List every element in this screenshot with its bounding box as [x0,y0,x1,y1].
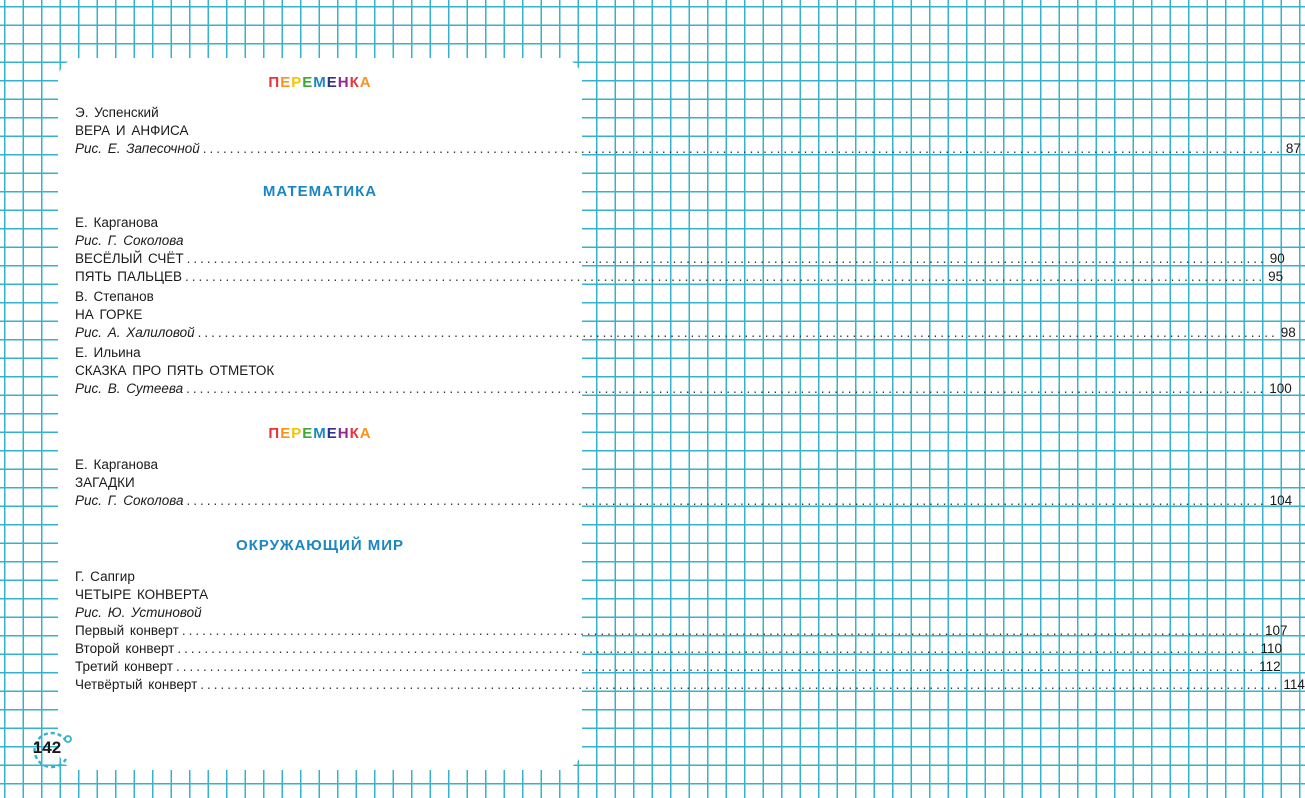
chapter-title: Второй конверт [75,641,175,656]
page-number-badge [20,731,74,769]
section-heading-peremenka-1 [58,74,582,91]
page-ref: 107 [1264,623,1288,638]
heading-letter: Е [326,74,338,91]
illustrator-text: Рис. Е. Запесочной [75,141,200,156]
illustrator-text: Рис. Г. Соколова [75,493,184,508]
toc-entry [75,658,1281,676]
heading-letter: Р [291,74,303,91]
dot-leader: ................................................................................................................................................................ [186,381,1267,396]
page-ref: 100 [1269,381,1292,396]
story-title: ЗАГАДКИ [75,475,135,490]
heading-letter: А [359,425,372,442]
toc-entry [75,140,1301,158]
story-title: ВЕСЁЛЫЙ СЧЁТ [75,251,184,266]
dot-leader: ................................................................................................................................................................ [181,623,1262,638]
heading-letter: Е [326,425,338,442]
toc-entry [75,250,1285,268]
heading-letter: Е [302,74,314,91]
page-ref: 95 [1268,269,1284,284]
section-heading-okruzhayushchiy-mir: ОКРУЖАЮЩИЙ МИР [235,537,405,554]
heading-letter: П [268,74,281,91]
story-title: ПЯТЬ ПАЛЬЦЕВ [75,269,183,284]
story-title: ЧЕТЫРЕ КОНВЕРТА [75,587,209,602]
author-line: Е. Карганова [75,215,159,230]
content-page [58,58,1305,770]
toc-entry [75,324,1296,342]
page-ref: 90 [1269,251,1285,266]
section-heading-matematika: МАТЕМАТИКА [262,183,378,200]
author-line: Г. Сапгир [75,569,135,584]
author-line: Е. Карганова [75,457,159,472]
heading-letter: А [359,74,372,91]
author-line: Э. Успенский [75,105,159,120]
page-ref: 112 [1259,659,1281,674]
illustrator-line: Рис. Г. Соколова [75,233,184,248]
dot-leader: ................................................................................................................................................................ [176,659,1257,674]
page-ref: 98 [1280,325,1296,340]
dot-leader: ................................................................................................................................................................ [197,325,1278,340]
illustrator-line: Рис. Ю. Устиновой [75,605,202,620]
toc-entry [75,622,1288,640]
story-title: ВЕРА И АНФИСА [75,123,189,138]
illustrator-text: Рис. В. Сутеева [75,381,184,396]
toc-entry [75,676,1305,694]
section-heading-peremenka-2 [58,425,582,442]
dot-leader: ................................................................................................................................................................ [202,141,1283,156]
toc-entry [75,380,1292,398]
heading-letter: Р [291,425,303,442]
story-title: НА ГОРКЕ [75,307,143,322]
chapter-title: Четвёртый конверт [75,677,198,692]
heading-letter: К [349,425,360,442]
page-ref: 110 [1260,641,1283,656]
page-ref: 87 [1285,141,1301,156]
heading-letter: Н [337,425,350,442]
story-title: СКАЗКА ПРО ПЯТЬ ОТМЕТОК [75,363,275,378]
page-ref: 114 [1283,677,1305,692]
dot-leader: ................................................................................................................................................................ [200,677,1281,692]
chapter-title: Третий конверт [75,659,174,674]
dot-leader: ................................................................................................................................................................ [186,251,1267,266]
toc-entry [75,268,1284,286]
author-line: Е. Ильина [75,345,141,360]
heading-letter: П [268,425,281,442]
heading-letter: М [313,74,327,91]
illustrator-text: Рис. А. Халиловой [75,325,195,340]
author-line: В. Степанов [75,289,154,304]
dot-leader: ................................................................................................................................................................ [177,641,1258,656]
heading-letter: Е [302,425,314,442]
dot-leader: ................................................................................................................................................................ [185,269,1266,284]
heading-letter: Е [280,74,292,91]
page-ref: 104 [1269,493,1293,508]
dot-leader: ................................................................................................................................................................ [186,493,1267,508]
toc-entry [75,640,1283,658]
heading-letter: М [313,425,327,442]
heading-letter: Е [280,425,292,442]
page-number: 142 [32,738,62,757]
chapter-title: Первый конверт [75,623,179,638]
heading-letter: Н [337,74,350,91]
toc-entry [75,492,1293,510]
heading-letter: К [349,74,360,91]
